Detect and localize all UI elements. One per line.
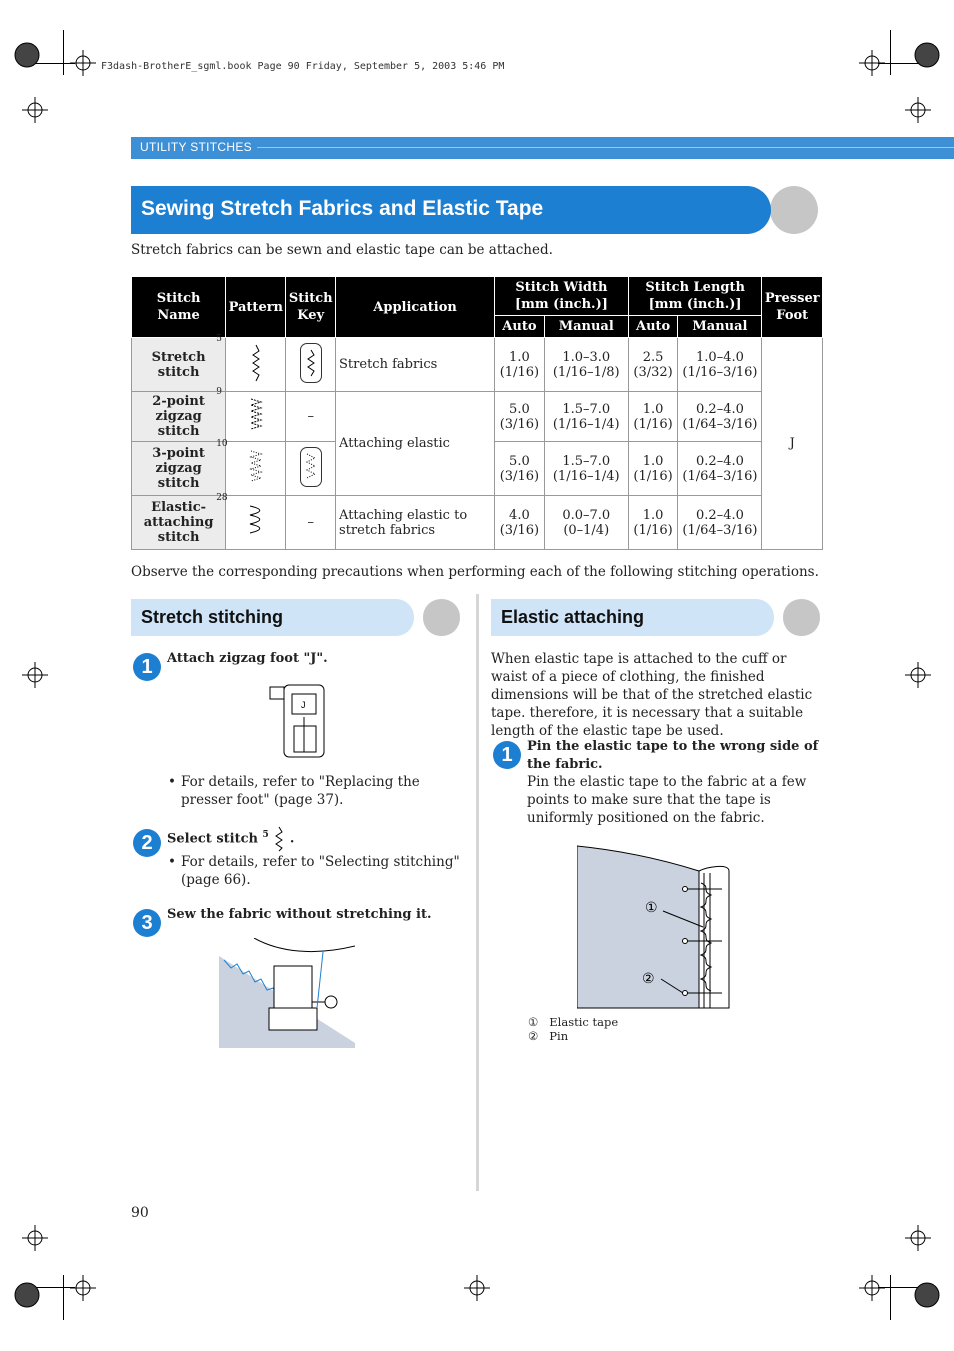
pattern-cell bbox=[216, 386, 286, 442]
header-width-manual: Manual bbox=[544, 316, 628, 338]
width-auto: 4.0 (3/16) bbox=[495, 496, 545, 550]
pattern-number: 10 bbox=[216, 438, 228, 449]
table-row bbox=[132, 496, 823, 550]
application: Attaching elastic bbox=[336, 392, 495, 496]
stitch-key-icon bbox=[300, 447, 322, 487]
width-manual: 1.5–7.0 (1/16–1/4) bbox=[544, 442, 628, 496]
header-stitch-width: Stitch Width [mm (inch.)] bbox=[495, 277, 629, 316]
length-auto: 1.0 (1/16) bbox=[628, 442, 678, 496]
table-header-row bbox=[132, 277, 823, 316]
step-1-text: Attach zigzag foot "J". bbox=[167, 651, 328, 666]
pattern-number: 9 bbox=[216, 386, 222, 397]
left-heading-bar bbox=[131, 599, 414, 636]
right-heading-tab bbox=[783, 599, 820, 636]
step-2-text: Select stitch $^5$ . bbox=[167, 826, 294, 852]
header-length-manual: Manual bbox=[678, 316, 762, 338]
legend-item-2: ② Pin bbox=[528, 1029, 569, 1043]
step-2-badge: 2 bbox=[133, 829, 161, 857]
header-pattern: Pattern bbox=[226, 277, 286, 338]
step-3-text: Sew the fabric without stretching it. bbox=[167, 907, 432, 922]
length-auto: 1.0 (1/16) bbox=[628, 392, 678, 442]
header-stitch-name: Stitch Name bbox=[132, 277, 226, 338]
length-manual: 0.2–4.0 (1/64–3/16) bbox=[678, 496, 762, 550]
length-manual: 1.0–4.0 (1/16–3/16) bbox=[678, 338, 762, 392]
section-rule bbox=[257, 147, 954, 148]
stitch-key: – bbox=[286, 392, 336, 442]
pattern-cell bbox=[216, 438, 286, 496]
zigzag-foot-j-illustration bbox=[268, 682, 328, 760]
2-point-zigzag-pattern-icon bbox=[248, 397, 264, 433]
step-1-bullet: • For details, refer to "Replacing the presser foot" (page 37). bbox=[168, 774, 420, 808]
pattern-cell bbox=[216, 333, 286, 392]
elastic-paragraph: When elastic tape is attached to the cuff or waist of a piece of clothing, the finished dimensions will be that of the stretched elastic tape. therefore, it is necessary that a suitable length of the elastic tape be used. bbox=[491, 651, 813, 739]
step-1-badge-right: 1 bbox=[493, 741, 521, 769]
length-auto: 1.0 (1/16) bbox=[628, 496, 678, 550]
application: Stretch fabrics bbox=[336, 338, 495, 392]
precaution-note: Observe the corresponding precautions when performing each of the following stitching operations. bbox=[131, 564, 819, 580]
stretch-stitch-pattern-icon bbox=[249, 344, 263, 382]
step-1-desc-right: Pin the elastic tape to the fabric at a few points to make sure that the tape is uniformly positioned on the fabric. bbox=[527, 774, 807, 826]
width-manual: 0.0–7.0 (0–1/4) bbox=[544, 496, 628, 550]
step-1-text-right: Pin the elastic tape to the wrong side of the fabric. bbox=[527, 739, 819, 772]
header-width-auto: Auto bbox=[495, 316, 545, 338]
pattern-number: 28 bbox=[216, 492, 228, 503]
table-row bbox=[132, 338, 823, 392]
application: Attaching elastic to stretch fabrics bbox=[336, 496, 495, 550]
title-tab bbox=[770, 186, 818, 234]
callout-2: ② bbox=[642, 971, 655, 987]
print-slug: F3dash-BrotherE_sgml.book Page 90 Friday, September 5, 2003 5:46 PM bbox=[101, 61, 505, 72]
figure-legend bbox=[528, 1015, 618, 1043]
stitch-key-cell bbox=[286, 338, 336, 392]
legend-item-1: ① Elastic tape bbox=[528, 1015, 619, 1029]
header-application: Application bbox=[336, 277, 495, 338]
intro-text: Stretch fabrics can be sewn and elastic tape can be attached. bbox=[131, 242, 553, 258]
width-auto: 5.0 (3/16) bbox=[495, 442, 545, 496]
stitch-name: 2-point zigzag stitch bbox=[132, 392, 226, 442]
stitch-key-icon bbox=[300, 343, 322, 383]
width-auto: 1.0 (1/16) bbox=[495, 338, 545, 392]
column-divider bbox=[476, 594, 479, 1191]
callout-1: ① bbox=[645, 900, 658, 916]
page-title: Sewing Stretch Fabrics and Elastic Tape bbox=[141, 197, 544, 220]
width-manual: 1.0–3.0 (1/16–1/8) bbox=[544, 338, 628, 392]
left-heading-tab bbox=[423, 599, 460, 636]
stitch-name: Stretch stitch bbox=[132, 338, 226, 392]
stitch-table bbox=[131, 276, 823, 550]
presser-foot: J bbox=[762, 338, 823, 550]
heading-stretch-stitching: Stretch stitching bbox=[141, 607, 284, 627]
title-bar bbox=[131, 186, 771, 234]
length-manual: 0.2–4.0 (1/64–3/16) bbox=[678, 392, 762, 442]
foot-letter: J bbox=[301, 700, 306, 710]
stitch-name: Elastic-attaching stitch bbox=[132, 496, 226, 550]
stretch-stitch-icon bbox=[273, 826, 285, 852]
length-auto: 2.5 (3/32) bbox=[628, 338, 678, 392]
3-point-zigzag-pattern-icon bbox=[248, 449, 264, 485]
step-2-stitch-number: 5 bbox=[262, 830, 269, 841]
stitch-name: 3-point zigzag stitch bbox=[132, 442, 226, 496]
step-1-badge: 1 bbox=[133, 653, 161, 681]
right-heading-bar bbox=[491, 599, 774, 636]
page-number: 90 bbox=[131, 1205, 149, 1221]
header-stitch-length: Stitch Length [mm (inch.)] bbox=[628, 277, 762, 316]
header-presser-foot: Presser Foot bbox=[762, 277, 823, 338]
pattern-number: 5 bbox=[216, 333, 222, 344]
elastic-tape-illustration bbox=[577, 843, 733, 1011]
section-bar bbox=[131, 137, 954, 159]
elastic-attaching-pattern-icon bbox=[247, 503, 265, 539]
pattern-cell bbox=[216, 492, 286, 550]
sewing-machine-illustration bbox=[219, 938, 355, 1048]
step-2-bullet: • For details, refer to "Selecting stitching" (page 66). bbox=[168, 854, 460, 888]
header-length-auto: Auto bbox=[628, 316, 678, 338]
width-manual: 1.5–7.0 (1/16–1/4) bbox=[544, 392, 628, 442]
length-manual: 0.2–4.0 (1/64–3/16) bbox=[678, 442, 762, 496]
stitch-key-cell bbox=[286, 442, 336, 496]
table-row bbox=[132, 392, 823, 442]
stitch-key: – bbox=[286, 496, 336, 550]
header-stitch-key: Stitch Key bbox=[286, 277, 336, 338]
heading-elastic-attaching: Elastic attaching bbox=[501, 607, 645, 627]
width-auto: 5.0 (3/16) bbox=[495, 392, 545, 442]
step-3-badge: 3 bbox=[133, 909, 161, 937]
section-label: UTILITY STITCHES bbox=[140, 140, 252, 154]
